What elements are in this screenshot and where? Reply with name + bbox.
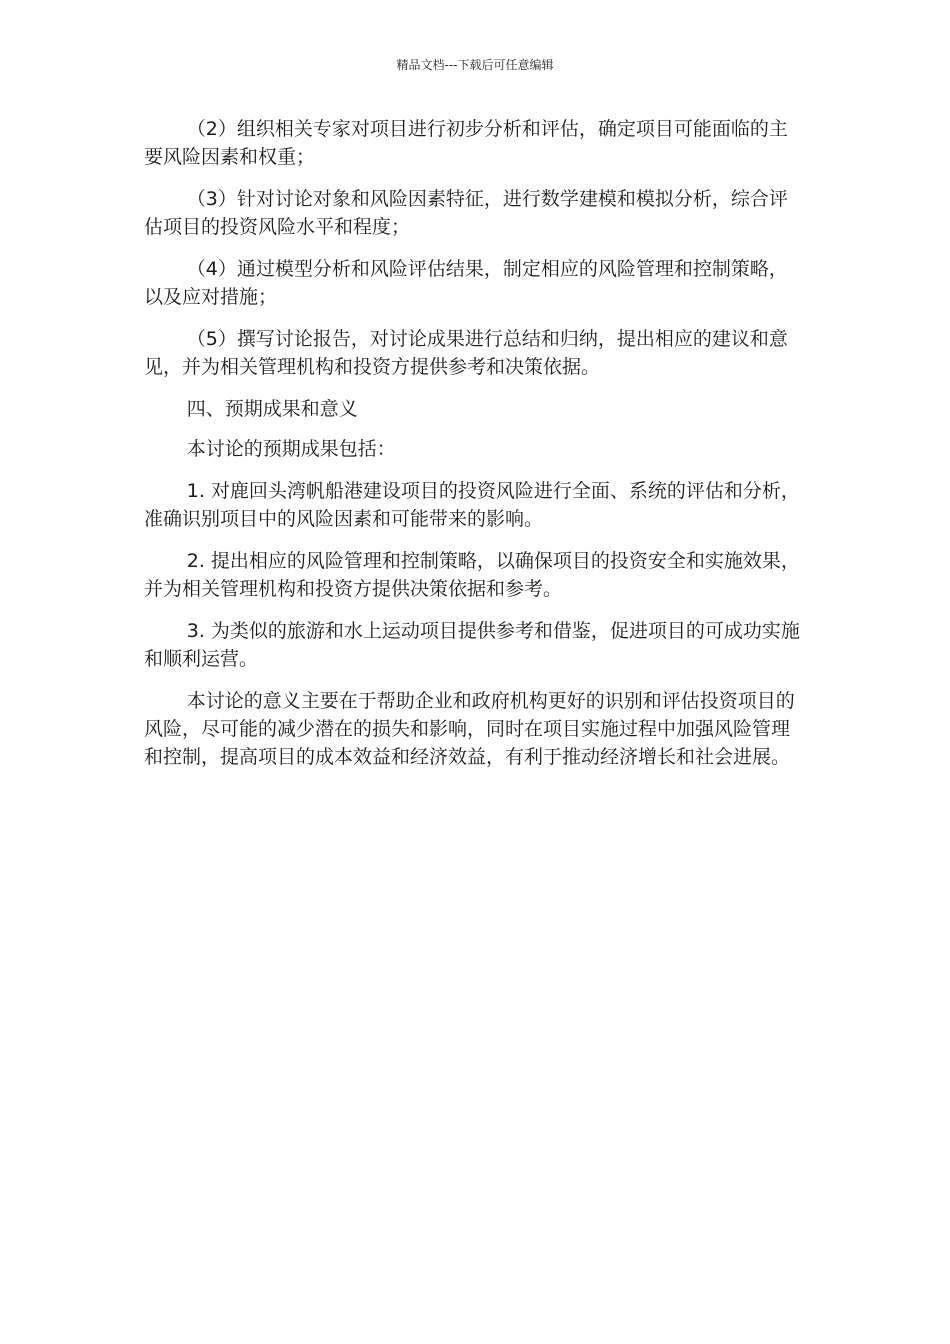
paragraph-result-3: 3. 为类似的旅游和水上运动项目提供参考和借鉴，促进项目的可成功实施和顺利运营。 — [144, 620, 800, 670]
page-header: 精品文档---下载后可任意编辑 — [396, 58, 554, 72]
section-heading-expected-results: 四、预期成果和意义 — [186, 398, 358, 420]
paragraph-result-1: 1. 对鹿回头湾帆船港建设项目的投资风险进行全面、系统的评估和分析，准确识别项目中的风险因素和可能带来的影响。 — [144, 480, 800, 530]
paragraph-step-4: （4）通过模型分析和风险评估结果，制定相应的风险管理和控制策略，以及应对措施； — [144, 258, 788, 308]
paragraph-result-2: 2. 提出相应的风险管理和控制策略，以确保项目的投资安全和实施效果，并为相关管理机构和投资方提供决策依据和参考。 — [144, 550, 800, 600]
paragraph-step-5: （5）撰写讨论报告，对讨论成果进行总结和归纳，提出相应的建议和意见，并为相关管理机构和投资方提供参考和决策依据。 — [144, 328, 788, 378]
paragraph-significance: 本讨论的意义主要在于帮助企业和政府机构更好的识别和评估投资项目的风险，尽可能的减少潜在的损失和影响，同时在项目实施过程中加强风险管理和控制，提高项目的成本效益和经济效益，有利于推动经济增长和社会进展。 — [144, 690, 795, 768]
paragraph-results-intro: 本讨论的预期成果包括： — [186, 438, 396, 460]
document-body — [144, 115, 806, 785]
paragraph-step-3: （3）针对讨论对象和风险因素特征，进行数学建模和模拟分析，综合评估项目的投资风险水平和程度； — [144, 188, 788, 238]
paragraph-step-2: （2）组织相关专家对项目进行初步分析和评估，确定项目可能面临的主要风险因素和权重； — [144, 118, 788, 168]
